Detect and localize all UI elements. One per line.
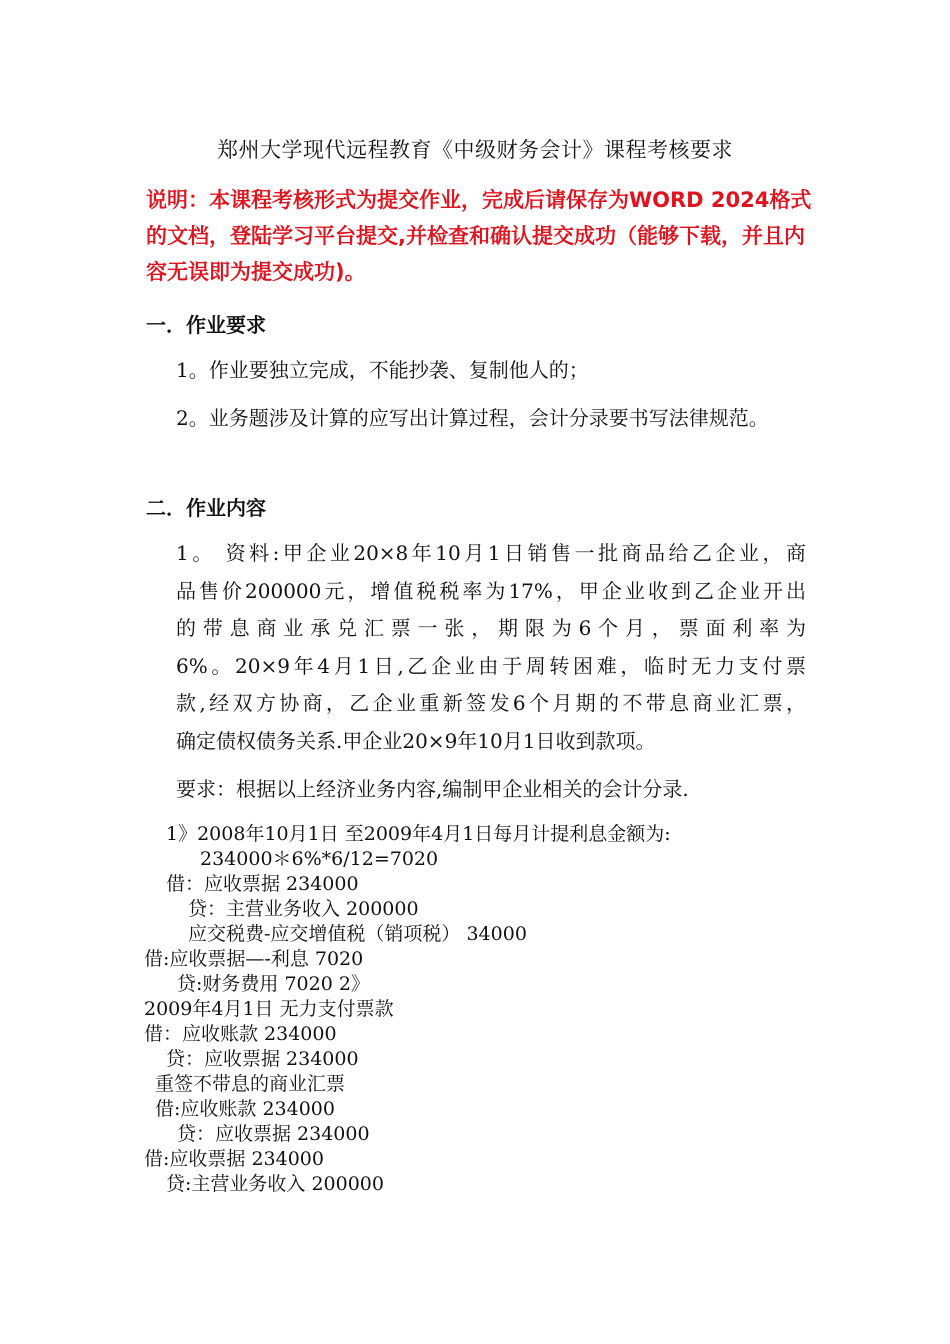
task-requirement: 要求：根据以上经济业务内容,编制甲企业相关的会计分录. bbox=[176, 777, 689, 801]
requirement-item-1: 1。作业要独立完成，不能抄袭、复制他人的； bbox=[176, 358, 589, 382]
material-line: 的带息商业承兑汇票一张，期限为6个月，票面利率为 bbox=[176, 616, 806, 640]
answer-line: 应交税费-应交增值税（销项税） 34000 bbox=[188, 923, 527, 945]
material-line: 款,经双方协商，乙企业重新签发6个月期的不带息商业汇票， bbox=[176, 691, 806, 715]
answer-line: 重签不带息的商业汇票 bbox=[155, 1073, 346, 1095]
answer-line: 234000＊6%*6/12=7020 bbox=[200, 848, 439, 870]
material-line: 确定债权债务关系.甲企业20×9年10月1日收到款项。 bbox=[176, 728, 656, 753]
answer-line: 借:应收票据—-利息 7020 bbox=[144, 948, 364, 970]
material-line: 6%。20×9年4月1日,乙企业由于周转困难，临时无力支付票 bbox=[176, 653, 806, 678]
submission-notice: 说明：本课程考核形式为提交作业，完成后请保存为WORD 2024格式的文档，登陆学习平台提交,并检查和确认提交成功（能够下载，并且内容无误即为提交成功)。 bbox=[146, 188, 812, 284]
answer-line: 贷：应收票据 234000 bbox=[166, 1048, 359, 1070]
answer-line: 贷：主营业务收入 200000 bbox=[188, 898, 419, 920]
answer-line: 借:应收票据 234000 bbox=[144, 1148, 324, 1170]
requirement-item-2: 2。业务题涉及计算的应写出计算过程，会计分录要书写法律规范。 bbox=[176, 406, 769, 430]
material-line: 品售价200000元，增值税税率为17%，甲企业收到乙企业开出 bbox=[176, 578, 806, 603]
answer-line: 贷:主营业务收入 200000 bbox=[166, 1173, 384, 1195]
answer-line: 借:应收账款 234000 bbox=[155, 1098, 335, 1120]
case-material bbox=[176, 535, 806, 760]
answer-line: 2009年4月1日 无力支付票款 bbox=[144, 998, 394, 1020]
answer-line: 借：应收账款 234000 bbox=[144, 1023, 337, 1045]
section1-heading: 一．作业要求 bbox=[146, 313, 266, 337]
answer-line: 借：应收票据 234000 bbox=[166, 873, 359, 895]
page-title: 郑州大学现代远程教育《中级财务会计》课程考核要求 bbox=[217, 138, 733, 162]
answer-line: 1》2008年10月1日 至2009年4月1日每月计提利息金额为: bbox=[166, 823, 671, 845]
material-line: 1。 资料:甲企业20×8年10月1日销售一批商品给乙企业，商 bbox=[176, 541, 806, 565]
section2-heading: 二．作业内容 bbox=[146, 496, 266, 520]
answer-line: 贷:财务费用 7020 2》 bbox=[177, 973, 370, 995]
answer-line: 贷：应收票据 234000 bbox=[177, 1123, 370, 1145]
